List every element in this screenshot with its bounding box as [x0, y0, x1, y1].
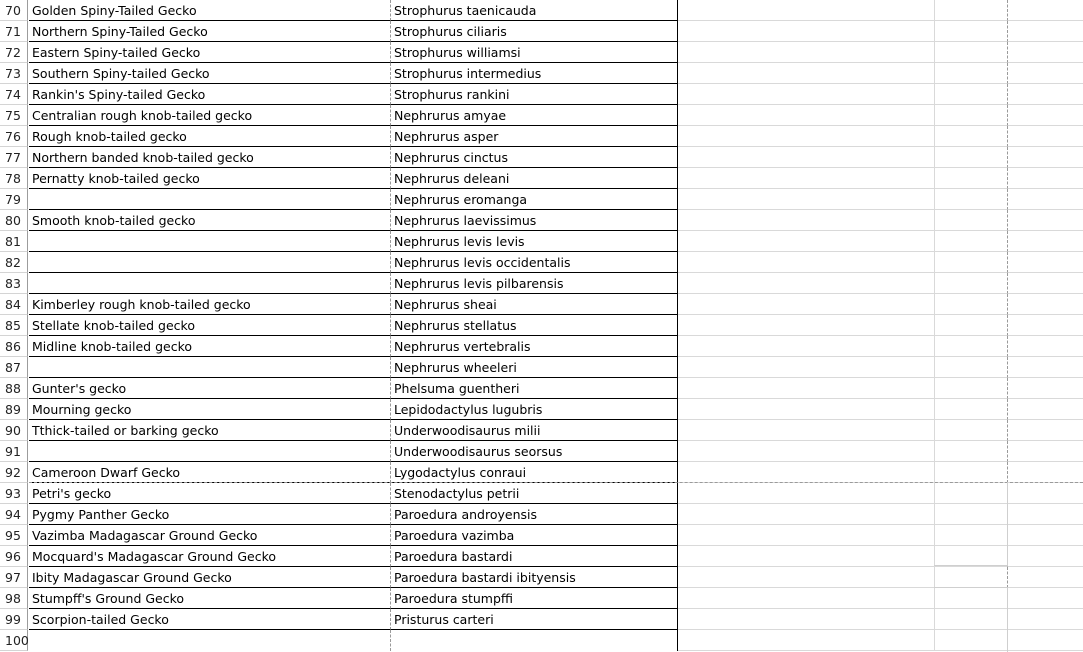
row-header[interactable]: 82: [0, 252, 28, 273]
empty-cell[interactable]: [1007, 21, 1083, 42]
cell-common-name[interactable]: Northern banded knob-tailed gecko: [29, 147, 391, 168]
table-row: [0, 504, 1083, 525]
cell-scientific-name[interactable]: Paroedura androyensis: [391, 504, 678, 525]
empty-cell[interactable]: [935, 399, 1007, 420]
row-header[interactable]: 88: [0, 378, 28, 399]
cell-scientific-name[interactable]: Pristurus carteri: [391, 609, 678, 630]
table-row: [0, 525, 1083, 546]
table-row: [0, 357, 1083, 378]
empty-cell[interactable]: [1007, 126, 1083, 147]
cell-common-name[interactable]: Mourning gecko: [29, 399, 391, 420]
table-row: [0, 336, 1083, 357]
empty-cell[interactable]: [1007, 609, 1083, 630]
cell-common-name[interactable]: Petri's gecko: [29, 483, 391, 504]
cell-scientific-name[interactable]: Lepidodactylus lugubris: [391, 399, 678, 420]
cell-border-box: [934, 482, 1008, 566]
empty-cell[interactable]: [935, 42, 1007, 63]
row-header[interactable]: 77: [0, 147, 28, 168]
cell-common-name[interactable]: Smooth knob-tailed gecko: [29, 210, 391, 231]
cell-common-name[interactable]: Eastern Spiny-tailed Gecko: [29, 42, 391, 63]
row-header[interactable]: 90: [0, 420, 28, 441]
empty-cell[interactable]: [678, 252, 935, 273]
cell-common-name[interactable]: Vazimba Madagascar Ground Gecko: [29, 525, 391, 546]
cell-scientific-name[interactable]: Paroedura stumpffi: [391, 588, 678, 609]
cell-scientific-name[interactable]: Paroedura vazimba: [391, 525, 678, 546]
cell-scientific-name[interactable]: [391, 630, 678, 651]
empty-cell[interactable]: [678, 378, 935, 399]
empty-cell[interactable]: [935, 357, 1007, 378]
table-row: [0, 105, 1083, 126]
table-row: [0, 126, 1083, 147]
cell-scientific-name[interactable]: Nephrurus vertebralis: [391, 336, 678, 357]
table-row: [0, 294, 1083, 315]
empty-cell[interactable]: [678, 609, 935, 630]
cell-scientific-name[interactable]: Underwoodisaurus milii: [391, 420, 678, 441]
table-row: [0, 420, 1083, 441]
cell-scientific-name[interactable]: Nephrurus wheeleri: [391, 357, 678, 378]
row-header[interactable]: 75: [0, 105, 28, 126]
table-row: [0, 168, 1083, 189]
table-row: [0, 0, 1083, 21]
table-row: [0, 315, 1083, 336]
cell-common-name[interactable]: Rankin's Spiny-tailed Gecko: [29, 84, 391, 105]
empty-cell[interactable]: [1007, 294, 1083, 315]
empty-cell[interactable]: [935, 273, 1007, 294]
cell-common-name[interactable]: Golden Spiny-Tailed Gecko: [29, 0, 391, 21]
cell-common-name[interactable]: Cameroon Dwarf Gecko: [29, 462, 391, 483]
empty-cell[interactable]: [1007, 315, 1083, 336]
empty-cell[interactable]: [678, 504, 935, 525]
table-row: [0, 483, 1083, 504]
cell-common-name[interactable]: Stellate knob-tailed gecko: [29, 315, 391, 336]
empty-cell[interactable]: [678, 147, 935, 168]
cell-common-name[interactable]: Pernatty knob-tailed gecko: [29, 168, 391, 189]
empty-cell[interactable]: [1007, 336, 1083, 357]
cell-common-name[interactable]: [29, 252, 391, 273]
empty-cell[interactable]: [678, 21, 935, 42]
cell-scientific-name[interactable]: Paroedura bastardi ibityensis: [391, 567, 678, 588]
row-header[interactable]: 85: [0, 315, 28, 336]
empty-cell[interactable]: [935, 147, 1007, 168]
empty-cell[interactable]: [935, 420, 1007, 441]
cell-common-name[interactable]: Kimberley rough knob-tailed gecko: [29, 294, 391, 315]
table-row: [0, 630, 1083, 651]
table-row: [0, 567, 1083, 588]
cell-scientific-name[interactable]: Nephrurus amyae: [391, 105, 678, 126]
cell-scientific-name[interactable]: Strophurus williamsi: [391, 42, 678, 63]
empty-cell[interactable]: [1007, 210, 1083, 231]
cell-scientific-name[interactable]: Strophurus taenicauda: [391, 0, 678, 21]
cell-scientific-name[interactable]: Nephrurus sheai: [391, 294, 678, 315]
empty-cell[interactable]: [1007, 630, 1083, 651]
empty-cell[interactable]: [1007, 42, 1083, 63]
empty-cell[interactable]: [1007, 168, 1083, 189]
cell-common-name[interactable]: Midline knob-tailed gecko: [29, 336, 391, 357]
empty-cell[interactable]: [935, 252, 1007, 273]
cell-common-name[interactable]: [29, 630, 391, 651]
empty-cell[interactable]: [678, 210, 935, 231]
empty-cell[interactable]: [678, 105, 935, 126]
row-header[interactable]: 79: [0, 189, 28, 210]
empty-cell[interactable]: [678, 546, 935, 567]
empty-cell[interactable]: [678, 0, 935, 21]
cell-scientific-name[interactable]: Nephrurus deleani: [391, 168, 678, 189]
empty-cell[interactable]: [1007, 567, 1083, 588]
empty-cell[interactable]: [935, 567, 1007, 588]
cell-scientific-name[interactable]: Strophurus intermedius: [391, 63, 678, 84]
empty-cell[interactable]: [935, 105, 1007, 126]
row-header[interactable]: 80: [0, 210, 28, 231]
cell-scientific-name[interactable]: Strophurus ciliaris: [391, 21, 678, 42]
empty-cell[interactable]: [678, 63, 935, 84]
cell-common-name[interactable]: Centralian rough knob-tailed gecko: [29, 105, 391, 126]
table-row: [0, 252, 1083, 273]
table-row: [0, 63, 1083, 84]
empty-cell[interactable]: [678, 483, 935, 504]
empty-cell[interactable]: [935, 210, 1007, 231]
cell-scientific-name[interactable]: Nephrurus cinctus: [391, 147, 678, 168]
cell-scientific-name[interactable]: Nephrurus levis levis: [391, 231, 678, 252]
cell-scientific-name[interactable]: Nephrurus stellatus: [391, 315, 678, 336]
empty-cell[interactable]: [1007, 525, 1083, 546]
cell-common-name[interactable]: Gunter's gecko: [29, 378, 391, 399]
empty-cell[interactable]: [678, 231, 935, 252]
table-row: [0, 84, 1083, 105]
empty-cell[interactable]: [1007, 252, 1083, 273]
empty-cell[interactable]: [678, 294, 935, 315]
cell-common-name[interactable]: [29, 273, 391, 294]
row-header[interactable]: 71: [0, 21, 28, 42]
cell-scientific-name[interactable]: Nephrurus laevissimus: [391, 210, 678, 231]
row-header[interactable]: 86: [0, 336, 28, 357]
row-header[interactable]: 78: [0, 168, 28, 189]
cell-scientific-name[interactable]: Phelsuma guentheri: [391, 378, 678, 399]
cell-common-name[interactable]: [29, 189, 391, 210]
table-row: [0, 210, 1083, 231]
empty-cell[interactable]: [1007, 357, 1083, 378]
cell-scientific-name[interactable]: Underwoodisaurus seorsus: [391, 441, 678, 462]
cell-common-name[interactable]: [29, 441, 391, 462]
empty-cell[interactable]: [935, 294, 1007, 315]
empty-cell[interactable]: [1007, 504, 1083, 525]
cell-common-name[interactable]: Rough knob-tailed gecko: [29, 126, 391, 147]
empty-cell[interactable]: [678, 168, 935, 189]
empty-cell[interactable]: [678, 567, 935, 588]
cell-scientific-name[interactable]: Nephrurus asper: [391, 126, 678, 147]
empty-cell[interactable]: [678, 273, 935, 294]
cell-scientific-name[interactable]: Strophurus rankini: [391, 84, 678, 105]
empty-cell[interactable]: [678, 441, 935, 462]
row-header[interactable]: 84: [0, 294, 28, 315]
row-header[interactable]: 91: [0, 441, 28, 462]
empty-cell[interactable]: [678, 84, 935, 105]
empty-cell[interactable]: [935, 462, 1007, 483]
empty-cell[interactable]: [935, 84, 1007, 105]
table-row: [0, 588, 1083, 609]
row-header[interactable]: 72: [0, 42, 28, 63]
row-header[interactable]: 97: [0, 567, 28, 588]
cell-common-name[interactable]: Tthick-tailed or barking gecko: [29, 420, 391, 441]
empty-cell[interactable]: [1007, 0, 1083, 21]
empty-cell[interactable]: [935, 315, 1007, 336]
empty-cell[interactable]: [1007, 588, 1083, 609]
empty-cell[interactable]: [678, 399, 935, 420]
table-row: [0, 399, 1083, 420]
table-row: [0, 546, 1083, 567]
cell-common-name[interactable]: Ibity Madagascar Ground Gecko: [29, 567, 391, 588]
empty-cell[interactable]: [1007, 546, 1083, 567]
empty-cell[interactable]: [1007, 231, 1083, 252]
cell-common-name[interactable]: Southern Spiny-tailed Gecko: [29, 63, 391, 84]
cell-common-name[interactable]: [29, 231, 391, 252]
cell-scientific-name[interactable]: Paroedura bastardi: [391, 546, 678, 567]
empty-cell[interactable]: [1007, 441, 1083, 462]
empty-cell[interactable]: [1007, 273, 1083, 294]
empty-cell[interactable]: [935, 168, 1007, 189]
table-row: [0, 21, 1083, 42]
empty-cell[interactable]: [935, 0, 1007, 21]
row-header[interactable]: 92: [0, 462, 28, 483]
page-break-line: [29, 482, 1083, 483]
empty-cell[interactable]: [1007, 462, 1083, 483]
cell-common-name[interactable]: Scorpion-tailed Gecko: [29, 609, 391, 630]
table-row: [0, 273, 1083, 294]
row-header[interactable]: 100: [0, 630, 28, 651]
empty-cell[interactable]: [1007, 189, 1083, 210]
empty-cell[interactable]: [1007, 378, 1083, 399]
row-header[interactable]: 87: [0, 357, 28, 378]
table-row: [0, 231, 1083, 252]
cell-common-name[interactable]: [29, 357, 391, 378]
row-header[interactable]: 74: [0, 84, 28, 105]
empty-cell[interactable]: [935, 189, 1007, 210]
table-row: [0, 441, 1083, 462]
empty-cell[interactable]: [678, 588, 935, 609]
empty-cell[interactable]: [1007, 147, 1083, 168]
row-header[interactable]: 96: [0, 546, 28, 567]
cell-scientific-name[interactable]: Nephrurus eromanga: [391, 189, 678, 210]
empty-cell[interactable]: [1007, 63, 1083, 84]
empty-cell[interactable]: [1007, 483, 1083, 504]
cell-common-name[interactable]: Northern Spiny-Tailed Gecko: [29, 21, 391, 42]
cell-border-box: [934, 587, 1008, 652]
empty-cell[interactable]: [678, 126, 935, 147]
cell-scientific-name[interactable]: Nephrurus levis occidentalis: [391, 252, 678, 273]
cell-common-name[interactable]: Pygmy Panther Gecko: [29, 504, 391, 525]
empty-cell[interactable]: [678, 462, 935, 483]
empty-cell[interactable]: [935, 336, 1007, 357]
empty-cell[interactable]: [678, 336, 935, 357]
row-header[interactable]: 76: [0, 126, 28, 147]
cell-scientific-name[interactable]: Stenodactylus petrii: [391, 483, 678, 504]
empty-cell[interactable]: [1007, 420, 1083, 441]
row-header[interactable]: 94: [0, 504, 28, 525]
empty-cell[interactable]: [678, 315, 935, 336]
row-header[interactable]: 95: [0, 525, 28, 546]
empty-cell[interactable]: [935, 63, 1007, 84]
row-header[interactable]: 70: [0, 0, 28, 21]
empty-cell[interactable]: [935, 231, 1007, 252]
empty-cell[interactable]: [935, 378, 1007, 399]
cell-scientific-name[interactable]: Lygodactylus conraui: [391, 462, 678, 483]
empty-cell[interactable]: [1007, 399, 1083, 420]
table-row: [0, 42, 1083, 63]
row-header[interactable]: 99: [0, 609, 28, 630]
row-header[interactable]: 93: [0, 483, 28, 504]
empty-cell[interactable]: [678, 357, 935, 378]
empty-cell[interactable]: [678, 42, 935, 63]
row-header[interactable]: 83: [0, 273, 28, 294]
table-row: [0, 378, 1083, 399]
table-row: [0, 462, 1083, 483]
table-row: [0, 147, 1083, 168]
table-row: [0, 609, 1083, 630]
empty-cell[interactable]: [1007, 84, 1083, 105]
row-header[interactable]: 81: [0, 231, 28, 252]
empty-cell[interactable]: [678, 525, 935, 546]
cell-common-name[interactable]: Mocquard's Madagascar Ground Gecko: [29, 546, 391, 567]
row-header[interactable]: 89: [0, 399, 28, 420]
empty-cell[interactable]: [1007, 105, 1083, 126]
empty-cell[interactable]: [935, 21, 1007, 42]
empty-cell[interactable]: [678, 630, 935, 651]
empty-cell[interactable]: [935, 126, 1007, 147]
empty-cell[interactable]: [935, 441, 1007, 462]
empty-cell[interactable]: [678, 189, 935, 210]
empty-cell[interactable]: [678, 420, 935, 441]
row-header[interactable]: 73: [0, 63, 28, 84]
row-header[interactable]: 98: [0, 588, 28, 609]
cell-common-name[interactable]: Stumpff's Ground Gecko: [29, 588, 391, 609]
cell-scientific-name[interactable]: Nephrurus levis pilbarensis: [391, 273, 678, 294]
table-row: [0, 189, 1083, 210]
